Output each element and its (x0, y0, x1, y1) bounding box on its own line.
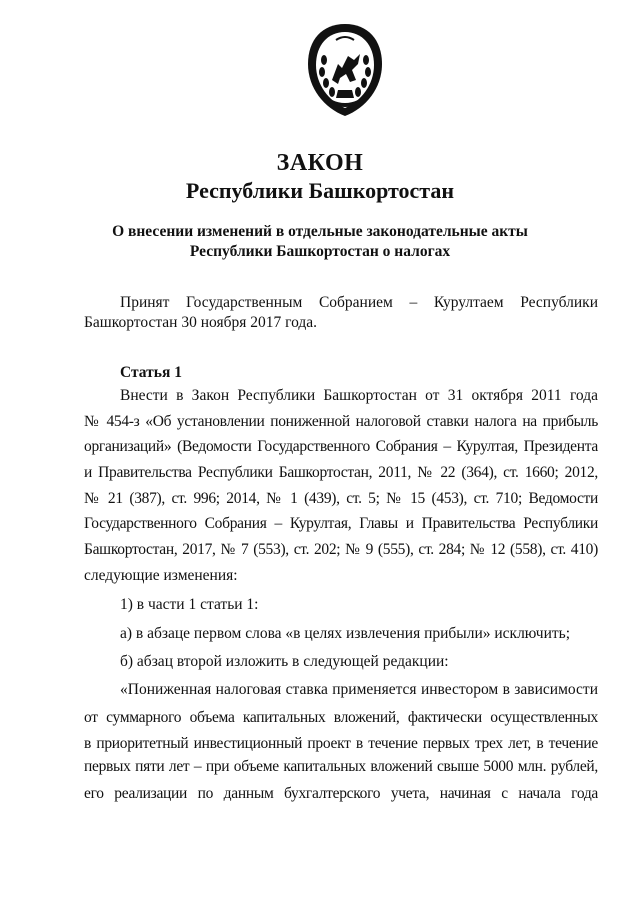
article-line: его реализации по данным бухгалтерского учета, начиная с начала года (84, 785, 598, 802)
article-line: организаций» (Ведомости Государственного Собрания – Курултая, Президента (84, 438, 598, 455)
article-line: и Правительства Республики Башкортостан, 2011, № 22 (364), ст. 1660; 2012, (84, 464, 598, 481)
document-title: ЗАКОН (276, 150, 364, 176)
article-line: в приоритетный инвестиционный проект в течение первых трех лет, в течение (84, 735, 598, 752)
article-line: 1) в части 1 статьи 1: (120, 596, 259, 613)
article-line: б) абзац второй изложить в следующей редакции: (120, 653, 449, 670)
article-line: Внести в Закон Республики Башкортостан от 31 октября 2011 года (120, 387, 598, 404)
article-line: следующие изменения: (84, 567, 238, 584)
article-line: № 454-з «Об установлении пониженной налоговой ставки налога на прибыль (84, 413, 598, 430)
article-line: от суммарного объема капитальных вложений, фактически осуществленных (84, 709, 598, 726)
article-line: Башкортостан, 2017, № 7 (553), ст. 202; № 9 (555), ст. 284; № 12 (558), ст. 410) (84, 541, 598, 558)
law-name-line-2: Республики Башкортостан о налогах (189, 243, 451, 260)
adopted-line-2: Башкортостан 30 ноября 2017 года. (84, 314, 318, 331)
article-line: а) в абзаце первом слова «в целях извлечения прибыли» исключить; (120, 625, 571, 642)
adopted-line-1: Принят Государственным Собранием – Курултаем Республики (120, 294, 598, 311)
article-line: первых пяти лет – при объеме капитальных вложений свыше 5000 млн. рублей, (84, 758, 598, 775)
document-subtitle: Республики Башкортостан (185, 178, 455, 203)
article-heading: Статья 1 (120, 364, 182, 381)
article-line: «Пониженная налоговая ставка применяется инвестором в зависимости (120, 681, 598, 698)
law-name-line-1: О внесении изменений в отдельные законодательные акты (112, 223, 528, 240)
article-line: № 21 (387), ст. 996; 2014, № 1 (439), ст. 5; № 15 (453), ст. 710; Ведомости (84, 490, 598, 507)
coat-of-arms-emblem (302, 20, 388, 120)
article-line: Государственного Собрания – Курултая, Главы и Правительства Республики (84, 515, 598, 532)
